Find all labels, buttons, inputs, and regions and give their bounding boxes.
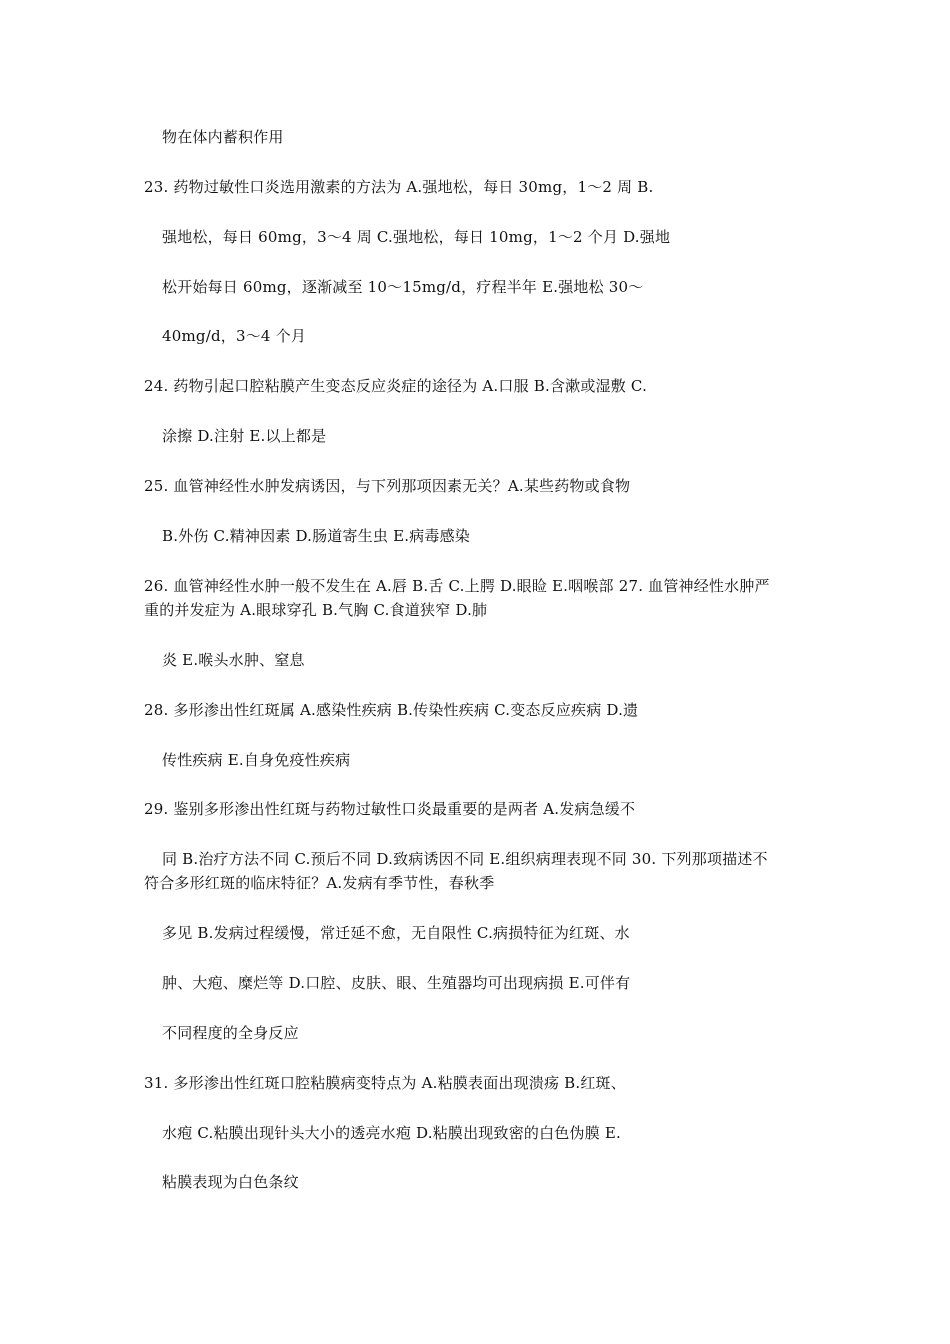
question-31-line: 31. 多形渗出性红斑口腔粘膜病变特点为 A.粘膜表面出现溃疡 B.红斑、: [144, 1074, 626, 1092]
text-line: 物在体内蓄积作用: [162, 128, 284, 146]
question-28-line: 28. 多形渗出性红斑属 A.感染性疾病 B.传染性疾病 C.变态反应疾病 D.遗: [144, 701, 639, 719]
question-26-27-line: 26. 血管神经性水肿一般不发生在 A.唇 B.舌 C.上腭 D.眼睑 E.咽喉部 27. 血管神经性水肿严: [144, 577, 770, 595]
text-line: 炎 E.喉头水肿、窒息: [162, 651, 305, 669]
question-29-line: 29. 鉴别多形渗出性红斑与药物过敏性口炎最重要的是两者 A.发病急缓不: [144, 800, 636, 818]
text-line: 粘膜表现为白色条纹: [162, 1173, 299, 1191]
question-24-line: 24. 药物引起口腔粘膜产生变态反应炎症的途径为 A.口服 B.含漱或湿敷 C.: [144, 377, 648, 395]
text-line: 涂擦 D.注射 E.以上都是: [162, 427, 327, 445]
text-line: 肿、大疱、糜烂等 D.口腔、皮肤、眼、生殖器均可出现病损 E.可伴有: [162, 974, 631, 992]
text-line: 松开始每日 60mg，逐渐减至 10～15mg/d，疗程半年 E.强地松 30～: [162, 278, 644, 296]
text-line: 不同程度的全身反应: [162, 1024, 299, 1042]
text-line: 强地松，每日 60mg，3～4 周 C.强地松，每日 10mg，1～2 个月 D.强地: [162, 228, 671, 246]
text-line: 水疱 C.粘膜出现针头大小的透亮水疱 D.粘膜出现致密的白色伪膜 E.: [162, 1124, 621, 1142]
text-line: 多见 B.发病过程缓慢，常迁延不愈，无自限性 C.病损特征为红斑、水: [162, 924, 630, 942]
text-line: 40mg/d，3～4 个月: [162, 327, 307, 345]
text-line: 重的并发症为 A.眼球穿孔 B.气胸 C.食道狭窄 D.肺: [144, 601, 488, 619]
text-line: 符合多形红斑的临床特征？A.发病有季节性，春秋季: [144, 874, 495, 892]
question-25-line: 25. 血管神经性水肿发病诱因，与下列那项因素无关？A.某些药物或食物: [144, 477, 631, 495]
text-line: B.外伤 C.精神因素 D.肠道寄生虫 E.病毒感染: [162, 527, 470, 545]
question-23-line: 23. 药物过敏性口炎选用激素的方法为 A.强地松，每日 30mg，1～2 周 B.: [144, 178, 654, 196]
text-line: 传性疾病 E.自身免疫性疾病: [162, 751, 351, 769]
question-30-line: 同 B.治疗方法不同 C.预后不同 D.致病诱因不同 E.组织病理表现不同 30. 下列那项描述不: [162, 850, 768, 868]
